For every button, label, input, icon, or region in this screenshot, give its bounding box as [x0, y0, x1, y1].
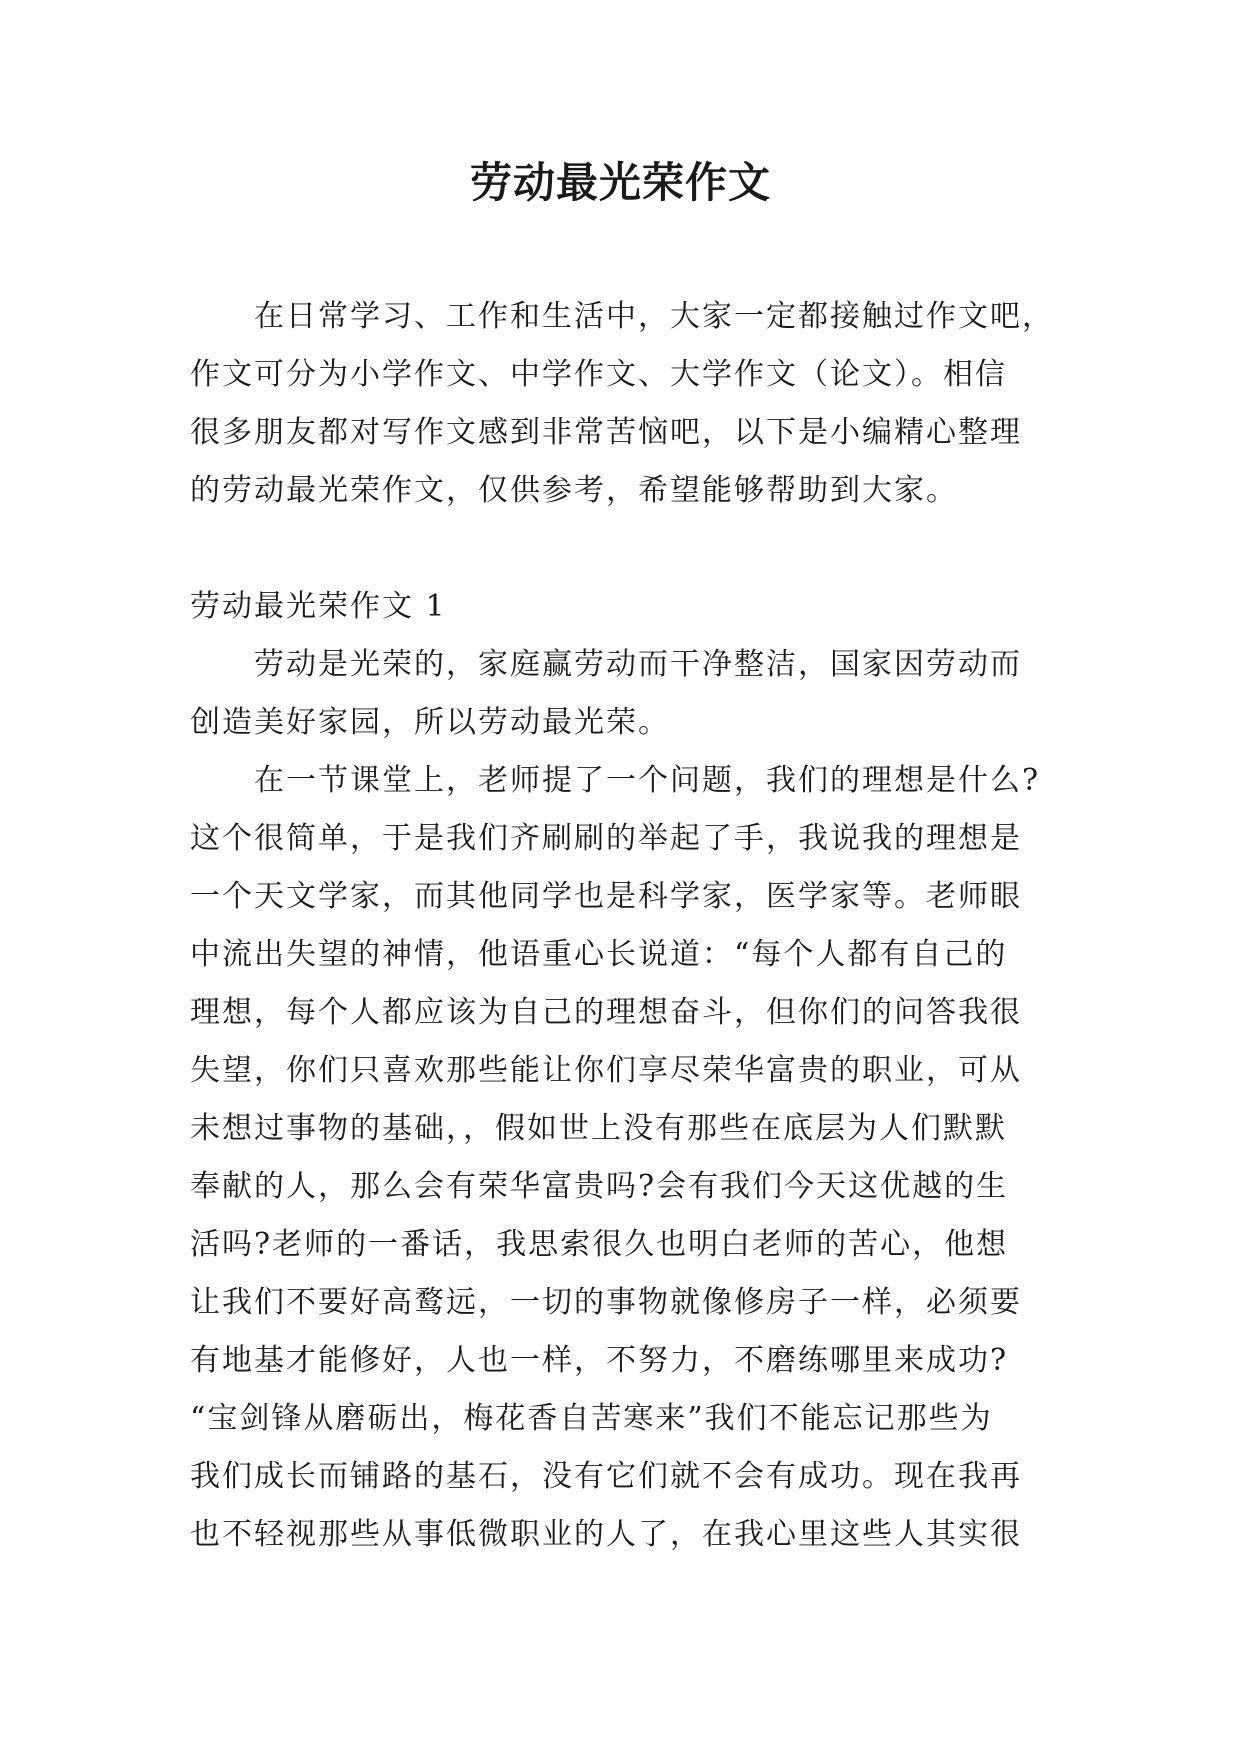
paragraph-line: 未想过事物的基础，，假如世上没有那些在底层为人们默默	[190, 1111, 1007, 1146]
paragraph-line: “宝剑锋从磨砺出，梅花香自苦寒来”我们不能忘记那些为	[190, 1401, 993, 1436]
intro-line: 在日常学习、工作和生活中，大家一定都接触过作文吧，	[254, 299, 1054, 334]
paragraph-line: 这个很简单，于是我们齐刷刷的举起了手，我说我的理想是	[190, 821, 1022, 856]
paragraph-line: 奉献的人，那么会有荣华富贵吗?会有我们今天这优越的生	[190, 1169, 1009, 1204]
intro-line: 很多朋友都对写作文感到非常苦恼吧，以下是小编精心整理	[190, 415, 1022, 450]
section-heading: 劳动最光荣作文 1	[190, 589, 447, 624]
document-title: 劳动最光荣作文	[469, 158, 771, 207]
intro-line: 的劳动最光荣作文，仅供参考，希望能够帮助到大家。	[190, 473, 958, 508]
paragraph-1	[190, 636, 1052, 752]
paragraph-2	[190, 752, 1052, 1564]
paragraph-line: 理想，每个人都应该为自己的理想奋斗，但你们的问答我很	[190, 995, 1022, 1030]
paragraph-line: 我们成长而铺路的基石，没有它们就不会有成功。现在我再	[190, 1459, 1022, 1494]
paragraph-line: 让我们不要好高鹜远，一切的事物就像修房子一样，必须要	[190, 1285, 1022, 1320]
paragraph-line: 在一节课堂上，老师提了一个问题，我们的理想是什么?	[254, 763, 1041, 798]
paragraph-line: 创造美好家园，所以劳动最光荣。	[190, 705, 670, 740]
paragraph-line: 一个天文学家，而其他同学也是科学家，医学家等。老师眼	[190, 879, 1022, 914]
intro-line: 作文可分为小学作文、中学作文、大学作文（论文）。相信	[190, 357, 1007, 392]
intro-paragraph	[190, 288, 1052, 520]
paragraph-line: 有地基才能修好，人也一样，不努力，不磨练哪里来成功?	[190, 1343, 1009, 1378]
paragraph-line: 活吗?老师的一番话，我思索很久也明白老师的苦心，他想	[190, 1227, 1009, 1262]
paragraph-line: 劳动是光荣的，家庭赢劳动而干净整洁，国家因劳动而	[254, 647, 1022, 682]
paragraph-line: 失望，你们只喜欢那些能让你们享尽荣华富贵的职业，可从	[190, 1053, 1022, 1088]
paragraph-line: 也不轻视那些从事低微职业的人了，在我心里这些人其实很	[190, 1517, 1022, 1552]
paragraph-line: 中流出失望的神情，他语重心长说道：“每个人都有自己的	[190, 937, 1008, 972]
